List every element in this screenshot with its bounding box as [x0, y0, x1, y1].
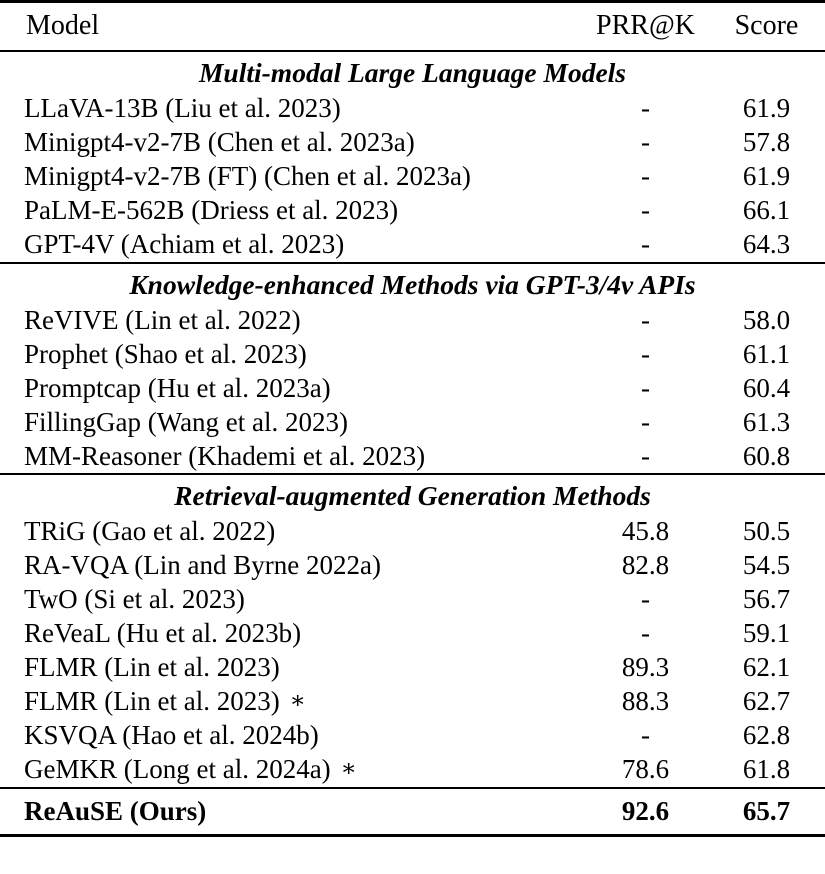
cell-score: 64.3 — [742, 229, 791, 259]
table-row — [0, 92, 825, 126]
cell-prr: 88.3 — [621, 686, 670, 716]
table-row — [0, 685, 825, 719]
model-name: Promptcap (Hu et al. 2023a) — [24, 372, 331, 403]
cell-model — [0, 371, 583, 405]
column-header-prr: PRR@K — [596, 10, 695, 41]
model-name: RA-VQA (Lin and Byrne 2022a) — [24, 550, 381, 580]
cell-score: 50.5 — [742, 516, 791, 546]
table-row — [0, 753, 825, 788]
model-name: TwO (Si et al. 2023) — [24, 584, 245, 614]
cell-prr: 89.3 — [621, 652, 670, 682]
cell-prr: - — [641, 584, 650, 614]
cell-score: 56.7 — [742, 584, 791, 614]
table-bottom-rule — [0, 835, 825, 837]
table-row — [0, 160, 825, 194]
star-marker: ∗ — [340, 756, 357, 783]
cell-prr: - — [641, 127, 650, 157]
table-row — [0, 439, 825, 474]
table-row — [0, 651, 825, 685]
table-row — [0, 617, 825, 651]
model-name: ReVIVE (Lin et al. 2022) — [24, 304, 301, 335]
cell-prr: - — [641, 93, 650, 123]
cell-score: 59.1 — [742, 618, 791, 648]
cell-model — [0, 685, 583, 719]
cell-prr: - — [641, 195, 650, 225]
cell-score: 62.8 — [742, 720, 791, 750]
cell-score: 61.9 — [742, 93, 791, 123]
cell-score: 62.7 — [742, 686, 791, 716]
section-title: Knowledge-enhanced Methods via GPT-3/4v APIs — [129, 268, 696, 300]
cell-score: 61.9 — [742, 161, 791, 191]
model-name: LLaVA-13B (Liu et al. 2023) — [24, 93, 341, 123]
cell-model — [0, 651, 583, 685]
cell-score: 61.8 — [742, 754, 791, 784]
cell-model — [0, 753, 583, 788]
column-header-score: Score — [734, 10, 799, 41]
model-name: GPT-4V (Achiam et al. 2023) — [24, 229, 345, 259]
model-name: FillingGap (Wang et al. 2023) — [24, 406, 349, 437]
cell-score: 66.1 — [742, 195, 791, 225]
cell-prr: - — [641, 161, 650, 191]
cell-prr: 78.6 — [621, 754, 670, 784]
cell-model — [0, 439, 583, 474]
cell-model — [0, 228, 583, 263]
cell-model — [0, 719, 583, 753]
cell-score: 58.0 — [742, 304, 791, 335]
cell-model — [0, 617, 583, 651]
cell-score: 54.5 — [742, 550, 791, 580]
section-header-row — [0, 475, 825, 515]
model-name: KSVQA (Hao et al. 2024b) — [24, 720, 319, 750]
cell-prr-total: 92.6 — [621, 795, 670, 826]
cell-model — [0, 194, 583, 228]
table-row — [0, 337, 825, 371]
cell-model — [0, 549, 583, 583]
model-name: FLMR (Lin et al. 2023) — [24, 652, 280, 682]
cell-prr: - — [641, 338, 650, 369]
cell-model — [0, 337, 583, 371]
cell-prr: - — [641, 406, 650, 437]
model-name: Prophet (Shao et al. 2023) — [24, 338, 307, 369]
section-header-row — [0, 264, 825, 304]
cell-score: 62.1 — [742, 652, 791, 682]
table-row — [0, 405, 825, 439]
cell-model — [0, 160, 583, 194]
section-header-row — [0, 52, 825, 92]
cell-model — [0, 583, 583, 617]
cell-score: 57.8 — [742, 127, 791, 157]
cell-model — [0, 405, 583, 439]
table-row-total — [0, 789, 825, 836]
cell-prr: 45.8 — [621, 516, 670, 546]
model-name: FLMR (Lin et al. 2023) — [24, 686, 280, 716]
cell-prr: 82.8 — [621, 550, 670, 580]
table-row — [0, 194, 825, 228]
table-header-row — [0, 3, 825, 51]
cell-model-total: ReAuSE (Ours) — [24, 795, 207, 826]
cell-score: 60.4 — [742, 372, 791, 403]
cell-score: 61.3 — [742, 406, 791, 437]
table-row — [0, 228, 825, 263]
table-row — [0, 583, 825, 617]
model-name: Minigpt4-v2-7B (FT) (Chen et al. 2023a) — [24, 161, 471, 191]
cell-score: 60.8 — [742, 440, 791, 471]
cell-prr: - — [641, 720, 650, 750]
model-name: Minigpt4-v2-7B (Chen et al. 2023a) — [24, 127, 415, 157]
cell-prr: - — [641, 440, 650, 471]
model-name: PaLM-E-562B (Driess et al. 2023) — [24, 195, 399, 225]
cell-prr: - — [641, 618, 650, 648]
cell-model — [0, 303, 583, 337]
table-row — [0, 371, 825, 405]
cell-prr: - — [641, 229, 650, 259]
table-row — [0, 719, 825, 753]
table-row — [0, 126, 825, 160]
section-title: Multi-modal Large Language Models — [198, 57, 627, 88]
cell-prr: - — [641, 372, 650, 403]
cell-model — [0, 92, 583, 126]
results-table-body — [0, 2, 825, 837]
model-name: TRiG (Gao et al. 2022) — [24, 516, 276, 546]
model-name: MM-Reasoner (Khademi et al. 2023) — [24, 440, 426, 471]
star-marker: ∗ — [289, 688, 306, 715]
table-row — [0, 515, 825, 549]
section-title: Retrieval-augmented Generation Methods — [174, 480, 651, 511]
cell-score-total: 65.7 — [742, 795, 791, 826]
table-row — [0, 549, 825, 583]
table-row — [0, 303, 825, 337]
cell-score: 61.1 — [742, 338, 791, 369]
column-header-model: Model — [26, 10, 100, 41]
model-name: ReVeaL (Hu et al. 2023b) — [24, 618, 302, 648]
model-name: GeMKR (Long et al. 2024a) — [24, 754, 331, 784]
cell-prr: - — [641, 304, 650, 335]
cell-model — [0, 126, 583, 160]
cell-model — [0, 515, 583, 549]
